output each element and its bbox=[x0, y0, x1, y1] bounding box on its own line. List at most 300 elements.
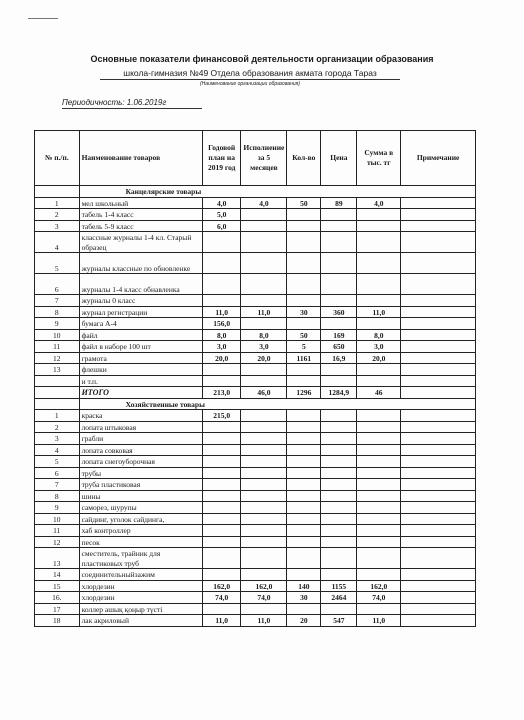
row-number: 12 bbox=[35, 536, 80, 548]
table-row bbox=[35, 352, 476, 364]
execution-value bbox=[241, 375, 287, 387]
item-name: песок bbox=[79, 536, 202, 548]
quantity-value bbox=[287, 232, 321, 253]
quantity-value: 140 bbox=[287, 580, 321, 592]
scan-artifact-line bbox=[28, 18, 58, 19]
annual-plan-value bbox=[202, 253, 240, 274]
execution-value bbox=[241, 502, 287, 514]
price-value: 1155 bbox=[321, 580, 357, 592]
note-value bbox=[401, 525, 476, 537]
price-value bbox=[321, 410, 357, 422]
sum-value bbox=[357, 318, 401, 330]
quantity-value bbox=[287, 421, 321, 433]
table-row bbox=[35, 513, 476, 525]
table-row bbox=[35, 253, 476, 274]
note-value bbox=[401, 444, 476, 456]
price-value: 16,9 bbox=[321, 352, 357, 364]
total-row bbox=[35, 387, 476, 399]
quantity-value bbox=[287, 444, 321, 456]
total-quantity: 1296 bbox=[287, 387, 321, 399]
table-row bbox=[35, 479, 476, 491]
total-plan: 213,0 bbox=[202, 387, 240, 399]
sum-value bbox=[357, 433, 401, 445]
row-number: 1 bbox=[35, 197, 80, 209]
price-value bbox=[321, 456, 357, 468]
price-value bbox=[321, 253, 357, 274]
annual-plan-value: 6,0 bbox=[202, 220, 240, 232]
quantity-value bbox=[287, 548, 321, 569]
sum-value bbox=[357, 479, 401, 491]
price-value bbox=[321, 490, 357, 502]
sum-value: 3,0 bbox=[357, 341, 401, 353]
sum-value: 8,0 bbox=[357, 329, 401, 341]
table-row bbox=[35, 209, 476, 221]
note-value bbox=[401, 232, 476, 253]
row-number: 5 bbox=[35, 253, 80, 274]
table-row bbox=[35, 410, 476, 422]
annual-plan-value: 20,0 bbox=[202, 352, 240, 364]
item-name: соединительныйзажим bbox=[79, 569, 202, 581]
quantity-value bbox=[287, 513, 321, 525]
note-value bbox=[401, 513, 476, 525]
sum-value bbox=[357, 444, 401, 456]
execution-value bbox=[241, 318, 287, 330]
sum-value bbox=[357, 253, 401, 274]
table-row bbox=[35, 536, 476, 548]
note-value bbox=[401, 467, 476, 479]
table-row bbox=[35, 197, 476, 209]
quantity-value bbox=[287, 502, 321, 514]
col-header-note: Примечание bbox=[401, 131, 476, 186]
quantity-value bbox=[287, 433, 321, 445]
sum-value bbox=[357, 220, 401, 232]
annual-plan-value: 11,0 bbox=[202, 615, 240, 627]
sum-value: 4,0 bbox=[357, 197, 401, 209]
execution-value bbox=[241, 548, 287, 569]
item-name: журналы 1-4 класс обнавленка bbox=[79, 274, 202, 295]
annual-plan-value bbox=[202, 536, 240, 548]
price-value bbox=[321, 220, 357, 232]
sum-value bbox=[357, 513, 401, 525]
row-number: 14 bbox=[35, 569, 80, 581]
execution-value bbox=[241, 603, 287, 615]
quantity-value bbox=[287, 479, 321, 491]
item-name: табель 5-9 класс bbox=[79, 220, 202, 232]
table-row bbox=[35, 615, 476, 627]
execution-value bbox=[241, 513, 287, 525]
sum-value bbox=[357, 490, 401, 502]
execution-value: 4,0 bbox=[241, 197, 287, 209]
annual-plan-value bbox=[202, 375, 240, 387]
sum-value bbox=[357, 548, 401, 569]
annual-plan-value: 162,0 bbox=[202, 580, 240, 592]
col-header-price: Цена bbox=[321, 131, 357, 186]
row-number: 12 bbox=[35, 352, 80, 364]
row-number: 13 bbox=[35, 364, 80, 376]
note-value bbox=[401, 352, 476, 364]
row-number: 2 bbox=[35, 209, 80, 221]
sum-value: 74,0 bbox=[357, 592, 401, 604]
item-name: лопата штыковая bbox=[79, 421, 202, 433]
execution-value: 3,0 bbox=[241, 341, 287, 353]
table-row bbox=[35, 467, 476, 479]
quantity-value: 20 bbox=[287, 615, 321, 627]
quantity-value bbox=[287, 603, 321, 615]
execution-value bbox=[241, 490, 287, 502]
row-number: 4 bbox=[35, 232, 80, 253]
item-name: табель 1-4 класс bbox=[79, 209, 202, 221]
table-row bbox=[35, 375, 476, 387]
sum-value bbox=[357, 569, 401, 581]
table-row bbox=[35, 502, 476, 514]
price-value bbox=[321, 444, 357, 456]
row-number: 9 bbox=[35, 502, 80, 514]
execution-value bbox=[241, 421, 287, 433]
annual-plan-value bbox=[202, 548, 240, 569]
item-name: мел школьный bbox=[79, 197, 202, 209]
item-name: журналы 0 класс bbox=[79, 295, 202, 307]
note-value bbox=[401, 490, 476, 502]
table-body bbox=[35, 186, 476, 627]
table-row bbox=[35, 603, 476, 615]
item-name: саморез, шурупы bbox=[79, 502, 202, 514]
item-name: краска bbox=[79, 410, 202, 422]
note-value bbox=[401, 375, 476, 387]
quantity-value bbox=[287, 274, 321, 295]
total-label: ИТОГО bbox=[79, 387, 202, 399]
execution-value: 74,0 bbox=[241, 592, 287, 604]
price-value: 2464 bbox=[321, 592, 357, 604]
table-row bbox=[35, 592, 476, 604]
note-value bbox=[401, 603, 476, 615]
col-header-number: № п./п. bbox=[35, 131, 80, 186]
item-name: лак акриловый bbox=[79, 615, 202, 627]
note-value bbox=[401, 569, 476, 581]
execution-value bbox=[241, 364, 287, 376]
row-number: 6 bbox=[35, 274, 80, 295]
quantity-value bbox=[287, 525, 321, 537]
item-name: журнал регистрации bbox=[79, 306, 202, 318]
item-name: труба пластиковая bbox=[79, 479, 202, 491]
note-value bbox=[401, 295, 476, 307]
quantity-value bbox=[287, 569, 321, 581]
execution-value bbox=[241, 444, 287, 456]
execution-value bbox=[241, 456, 287, 468]
price-value bbox=[321, 536, 357, 548]
execution-value bbox=[241, 479, 287, 491]
note-value bbox=[401, 536, 476, 548]
sum-value bbox=[357, 502, 401, 514]
sum-value: 162,0 bbox=[357, 580, 401, 592]
item-name: бумага А-4 bbox=[79, 318, 202, 330]
price-value: 89 bbox=[321, 197, 357, 209]
annual-plan-value bbox=[202, 569, 240, 581]
sum-value bbox=[357, 364, 401, 376]
row-number: 16. bbox=[35, 592, 80, 604]
price-value bbox=[321, 364, 357, 376]
quantity-value: 50 bbox=[287, 329, 321, 341]
sum-value bbox=[357, 525, 401, 537]
price-value bbox=[321, 525, 357, 537]
execution-value bbox=[241, 569, 287, 581]
price-value bbox=[321, 318, 357, 330]
execution-value bbox=[241, 467, 287, 479]
annual-plan-value bbox=[202, 444, 240, 456]
annual-plan-value: 156,0 bbox=[202, 318, 240, 330]
row-number: 5 bbox=[35, 456, 80, 468]
item-name: сайдинг, уголок сайдинга, bbox=[79, 513, 202, 525]
table-row bbox=[35, 580, 476, 592]
note-value bbox=[401, 197, 476, 209]
sum-value: 11,0 bbox=[357, 615, 401, 627]
note-value bbox=[401, 220, 476, 232]
quantity-value: 5 bbox=[287, 341, 321, 353]
execution-value bbox=[241, 295, 287, 307]
note-value bbox=[401, 502, 476, 514]
quantity-value bbox=[287, 295, 321, 307]
row-number: 10 bbox=[35, 513, 80, 525]
note-value bbox=[401, 410, 476, 422]
quantity-value bbox=[287, 456, 321, 468]
note-value bbox=[401, 318, 476, 330]
annual-plan-value: 11,0 bbox=[202, 306, 240, 318]
row-number: 4 bbox=[35, 444, 80, 456]
item-name: сместитель, трайник для пластиковых труб bbox=[79, 548, 202, 569]
note-value bbox=[401, 580, 476, 592]
price-value bbox=[321, 569, 357, 581]
item-name: трубы bbox=[79, 467, 202, 479]
sum-value bbox=[357, 467, 401, 479]
execution-value bbox=[241, 433, 287, 445]
item-name: файл bbox=[79, 329, 202, 341]
row-number: 11 bbox=[35, 525, 80, 537]
item-name: грамота bbox=[79, 352, 202, 364]
note-value bbox=[401, 209, 476, 221]
row-number: 1 bbox=[35, 410, 80, 422]
sum-value bbox=[357, 536, 401, 548]
section-header-row bbox=[35, 186, 476, 198]
price-value: 650 bbox=[321, 341, 357, 353]
quantity-value bbox=[287, 375, 321, 387]
execution-value bbox=[241, 536, 287, 548]
sum-value bbox=[357, 232, 401, 253]
item-name: хаб контроллер bbox=[79, 525, 202, 537]
annual-plan-value bbox=[202, 502, 240, 514]
note-value bbox=[401, 615, 476, 627]
table-row bbox=[35, 433, 476, 445]
note-value bbox=[401, 421, 476, 433]
annual-plan-value: 4,0 bbox=[202, 197, 240, 209]
col-header-execution: Исполнение за 5 месяцев bbox=[241, 131, 287, 186]
table-row bbox=[35, 329, 476, 341]
sum-value bbox=[357, 603, 401, 615]
quantity-value bbox=[287, 467, 321, 479]
note-value bbox=[401, 253, 476, 274]
execution-value: 162,0 bbox=[241, 580, 287, 592]
price-value bbox=[321, 295, 357, 307]
row-number: 3 bbox=[35, 433, 80, 445]
note-value bbox=[401, 479, 476, 491]
note-value bbox=[401, 306, 476, 318]
section-title: Хозяйственные товары bbox=[79, 398, 475, 410]
row-number: 11 bbox=[35, 341, 80, 353]
total-execution: 46,0 bbox=[241, 387, 287, 399]
execution-value: 11,0 bbox=[241, 615, 287, 627]
note-value bbox=[401, 341, 476, 353]
annual-plan-value bbox=[202, 467, 240, 479]
sum-value: 11,0 bbox=[357, 306, 401, 318]
organization-caption: (Наименование организации образования) bbox=[200, 81, 300, 87]
execution-value bbox=[241, 410, 287, 422]
table-row bbox=[35, 295, 476, 307]
execution-value bbox=[241, 525, 287, 537]
row-number: 17 bbox=[35, 603, 80, 615]
col-header-name: Наименование товаров bbox=[79, 131, 202, 186]
table-row bbox=[35, 318, 476, 330]
price-value bbox=[321, 375, 357, 387]
row-number: 15 bbox=[35, 580, 80, 592]
note-value bbox=[401, 433, 476, 445]
execution-value: 11,0 bbox=[241, 306, 287, 318]
col-header-sum: Сумма в тыс. тг bbox=[357, 131, 401, 186]
annual-plan-value bbox=[202, 433, 240, 445]
table-header-row bbox=[35, 131, 476, 186]
quantity-value: 50 bbox=[287, 197, 321, 209]
financial-indicators-table bbox=[34, 130, 476, 627]
col-header-quantity: Кол-во bbox=[287, 131, 321, 186]
annual-plan-value bbox=[202, 456, 240, 468]
price-value bbox=[321, 513, 357, 525]
price-value bbox=[321, 479, 357, 491]
item-name: коллер ашық қоңыр түсті bbox=[79, 603, 202, 615]
execution-value bbox=[241, 274, 287, 295]
price-value bbox=[321, 232, 357, 253]
table-row bbox=[35, 490, 476, 502]
row-number: 6 bbox=[35, 467, 80, 479]
table-row bbox=[35, 220, 476, 232]
item-name: файл в наборе 100 шт bbox=[79, 341, 202, 353]
item-name: хлордезин bbox=[79, 580, 202, 592]
row-number: 13 bbox=[35, 548, 80, 569]
annual-plan-value: 215,0 bbox=[202, 410, 240, 422]
quantity-value bbox=[287, 253, 321, 274]
row-number bbox=[35, 375, 80, 387]
price-value bbox=[321, 274, 357, 295]
total-price: 1284,9 bbox=[321, 387, 357, 399]
table-row bbox=[35, 232, 476, 253]
row-number: 18 bbox=[35, 615, 80, 627]
note-value bbox=[401, 456, 476, 468]
annual-plan-value bbox=[202, 421, 240, 433]
table-row bbox=[35, 444, 476, 456]
table-row bbox=[35, 341, 476, 353]
sum-value bbox=[357, 295, 401, 307]
quantity-value: 30 bbox=[287, 592, 321, 604]
sum-value bbox=[357, 410, 401, 422]
price-value bbox=[321, 467, 357, 479]
note-value bbox=[401, 592, 476, 604]
annual-plan-value bbox=[202, 603, 240, 615]
periodicity-label: Периодичность: 1.06.2019г bbox=[62, 97, 202, 109]
table-row bbox=[35, 421, 476, 433]
price-value bbox=[321, 548, 357, 569]
note-value bbox=[401, 364, 476, 376]
annual-plan-value: 5,0 bbox=[202, 209, 240, 221]
price-value: 360 bbox=[321, 306, 357, 318]
section-number-cell bbox=[35, 398, 80, 410]
quantity-value bbox=[287, 410, 321, 422]
sum-value: 20,0 bbox=[357, 352, 401, 364]
annual-plan-value bbox=[202, 513, 240, 525]
total-number-cell bbox=[35, 387, 80, 399]
table-row bbox=[35, 306, 476, 318]
execution-value bbox=[241, 220, 287, 232]
table-row bbox=[35, 274, 476, 295]
annual-plan-value bbox=[202, 274, 240, 295]
item-name: журналы классные по обновленке bbox=[79, 253, 202, 274]
execution-value: 20,0 bbox=[241, 352, 287, 364]
table-row bbox=[35, 364, 476, 376]
price-value: 547 bbox=[321, 615, 357, 627]
note-value bbox=[401, 548, 476, 569]
execution-value bbox=[241, 253, 287, 274]
annual-plan-value: 8,0 bbox=[202, 329, 240, 341]
annual-plan-value bbox=[202, 490, 240, 502]
execution-value bbox=[241, 209, 287, 221]
annual-plan-value: 3,0 bbox=[202, 341, 240, 353]
table-row bbox=[35, 456, 476, 468]
item-name: лопата снегоуборочная bbox=[79, 456, 202, 468]
annual-plan-value bbox=[202, 295, 240, 307]
section-header-row bbox=[35, 398, 476, 410]
sum-value bbox=[357, 375, 401, 387]
row-number: 10 bbox=[35, 329, 80, 341]
execution-value: 8,0 bbox=[241, 329, 287, 341]
item-name: и т.п. bbox=[79, 375, 202, 387]
item-name: хлордезин bbox=[79, 592, 202, 604]
table-row bbox=[35, 525, 476, 537]
row-number: 8 bbox=[35, 306, 80, 318]
price-value: 169 bbox=[321, 329, 357, 341]
document-title: Основные показатели финансовой деятельности организации образования bbox=[90, 54, 434, 64]
price-value bbox=[321, 603, 357, 615]
item-name: лопата совковая bbox=[79, 444, 202, 456]
quantity-value bbox=[287, 209, 321, 221]
quantity-value: 30 bbox=[287, 306, 321, 318]
row-number: 7 bbox=[35, 479, 80, 491]
section-number-cell bbox=[35, 186, 80, 198]
annual-plan-value bbox=[202, 364, 240, 376]
quantity-value bbox=[287, 536, 321, 548]
total-note bbox=[401, 387, 476, 399]
row-number: 8 bbox=[35, 490, 80, 502]
item-name: флешки bbox=[79, 364, 202, 376]
price-value bbox=[321, 433, 357, 445]
row-number: 9 bbox=[35, 318, 80, 330]
sum-value bbox=[357, 421, 401, 433]
col-header-plan: Годовой план на 2019 год bbox=[202, 131, 240, 186]
sum-value bbox=[357, 209, 401, 221]
sum-value bbox=[357, 456, 401, 468]
row-number: 3 bbox=[35, 220, 80, 232]
row-number: 2 bbox=[35, 421, 80, 433]
quantity-value bbox=[287, 364, 321, 376]
price-value bbox=[321, 209, 357, 221]
annual-plan-value bbox=[202, 525, 240, 537]
sum-value bbox=[357, 274, 401, 295]
annual-plan-value bbox=[202, 232, 240, 253]
quantity-value bbox=[287, 490, 321, 502]
